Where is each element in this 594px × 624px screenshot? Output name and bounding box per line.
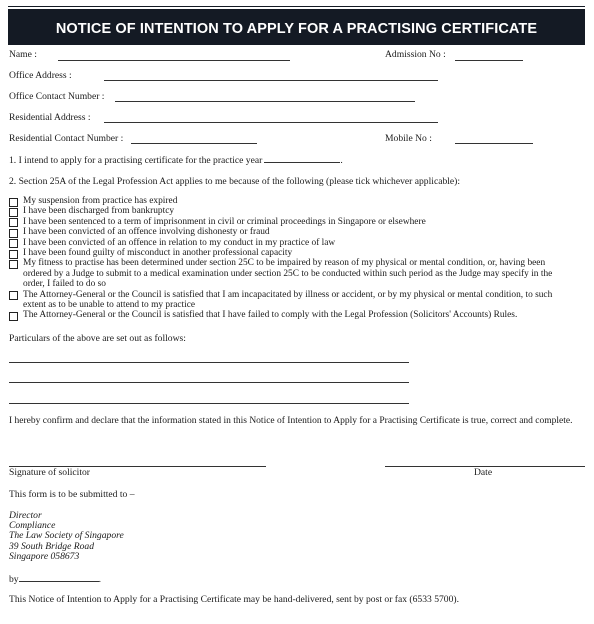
residential-contact-label: Residential Contact Number : [9,133,124,144]
office-contact-field[interactable] [115,101,415,102]
particulars-line-3[interactable] [9,403,409,404]
submit-to-text: This form is to be submitted to – [9,489,135,500]
date-label: Date [474,467,493,478]
top-rule [8,6,585,7]
office-address-label: Office Address : [9,70,72,81]
office-contact-label: Office Contact Number : [9,91,105,102]
office-address-field[interactable] [104,80,438,81]
checkbox-dishonesty-conviction[interactable] [9,229,18,238]
address-director: Director [9,510,42,521]
option-discharged-bankruptcy-line-1: I have been discharged from bankruptcy [23,206,175,217]
residential-address-field[interactable] [104,122,438,123]
item-2-text: 2. Section 25A of the Legal Profession Act applies to me because of the following (please tick whichever applicable): [9,176,461,187]
option-incapacitated-line-2: extent as to be unable to attend to my practice [23,300,196,310]
option-misconduct-other-profession-line-1: I have been found guilty of misconduct in another professional capacity [23,248,293,258]
particulars-line-1[interactable] [9,362,409,363]
address-organisation: The Law Society of Singapore [9,530,124,541]
name-field[interactable] [58,60,290,61]
option-fitness-impaired-line-2: ordered by a Judge to submit to a medical examination under section 25C to be conducted within such period as the Judge may specify in the [23,268,553,279]
checkbox-fitness-impaired[interactable] [9,260,18,269]
signature-label: Signature of solicitor [9,467,90,478]
checkbox-incapacitated[interactable] [9,291,18,300]
checkbox-misconduct-other-profession[interactable] [9,250,18,259]
by-date-field[interactable] [19,573,99,582]
address-postal: Singapore 058673 [9,551,80,562]
form-title: NOTICE OF INTENTION TO APPLY FOR A PRACTISING CERTIFICATE [55,21,538,37]
particulars-line-2[interactable] [9,382,409,383]
checkbox-discharged-bankruptcy[interactable] [9,208,18,217]
option-fitness-impaired-line-3: order, I failed to do so [23,279,106,290]
option-suspension-expired-line-1: My suspension from practice has expired [23,196,178,206]
admission-no-label: Admission No : [385,49,446,60]
checkbox-practice-conduct-conviction[interactable] [9,239,18,248]
residential-address-label: Residential Address : [9,112,91,123]
header-banner [8,9,585,45]
practice-year-field[interactable] [264,154,340,163]
checkbox-suspension-expired[interactable] [9,198,18,207]
particulars-label: Particulars of the above are set out as follows: [9,333,186,344]
mobile-no-label: Mobile No : [385,133,432,144]
by-text: by . [9,574,101,585]
admission-no-field[interactable] [455,60,523,61]
residential-contact-field[interactable] [131,143,257,144]
checkbox-accounts-rules-noncompliance[interactable] [9,312,18,321]
option-accounts-rules-noncompliance-line-1: The Attorney-General or the Council is satisfied that I have failed to comply with the Legal Profession (Solicitors' Accounts) Rules. [23,310,518,321]
footer-text: This Notice of Intention to Apply for a Practising Certificate may be hand-delivered, sent by post or fax (6533 5700). [9,594,459,605]
name-label: Name : [9,49,37,60]
option-practice-conduct-conviction-line-1: I have been convicted of an offence in relation to my conduct in my practice of law [23,237,336,248]
option-fitness-impaired-line-1: My fitness to practise has been determined under section 25C to be impaired by reason of my physical or mental condition, or, having been [23,258,546,269]
option-incapacitated-line-1: The Attorney-General or the Council is satisfied that I am incapacitated by illness or accident, or by my physical or mental condition, to such [23,289,553,300]
checkbox-imprisonment-sentence[interactable] [9,218,18,227]
declaration-text: I hereby confirm and declare that the information stated in this Notice of Intention to Apply for a Practising Certificate is true, correct and complete. [9,416,573,426]
option-imprisonment-sentence-line-1: I have been sentenced to a term of imprisonment in civil or criminal proceedings in Singapore or elsewhere [23,216,426,227]
item-1-text: 1. I intend to apply for a practising certificate for the practice year . [9,155,343,166]
mobile-no-field[interactable] [455,143,533,144]
option-dishonesty-conviction-line-1: I have been convicted of an offence involving dishonesty or fraud [23,227,270,238]
address-street: 39 South Bridge Road [9,541,95,552]
address-department: Compliance [9,520,56,531]
